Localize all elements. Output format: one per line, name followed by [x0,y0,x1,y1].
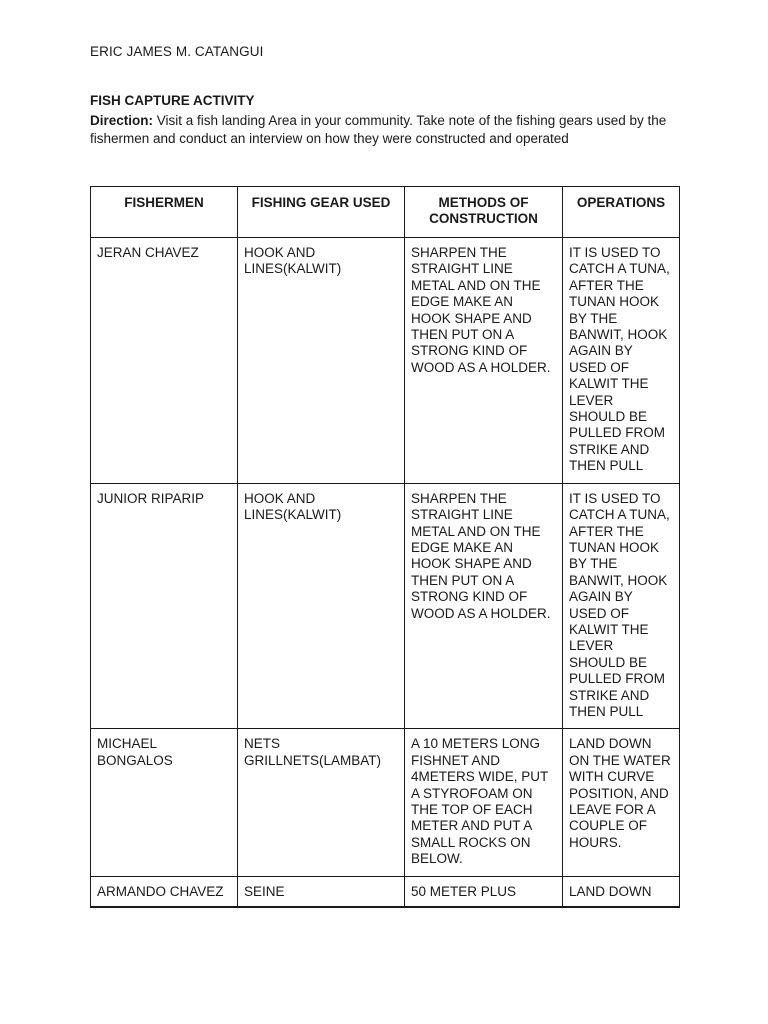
table-row [91,876,680,907]
cell-operations: LAND DOWN ON THE WATER WITH CURVE POSITION, AND LEAVE FOR A COUPLE OF HOURS. [563,729,680,876]
cell-construction: SHARPEN THE STRAIGHT LINE METAL AND ON THE EDGE MAKE AN HOOK SHAPE AND THEN PUT ON A STRONG KIND OF WOOD AS A HOLDER. [405,238,563,484]
header-operations: OPERATIONS [563,187,680,238]
table-row [91,238,680,484]
direction-paragraph [90,112,690,148]
direction-text: Visit a fish landing Area in your community. Take note of the fishing gears used by the fishermen and conduct an interview on how they were constructed and operated [90,113,667,146]
cell-construction: 50 METER PLUS [405,876,563,907]
cell-gear: HOOK AND LINES(KALWIT) [238,483,405,729]
cell-fisherman: JERAN CHAVEZ [91,238,238,484]
table-row [91,729,680,876]
cell-construction: SHARPEN THE STRAIGHT LINE METAL AND ON THE EDGE MAKE AN HOOK SHAPE AND THEN PUT ON A STRONG KIND OF WOOD AS A HOLDER. [405,483,563,729]
header-fishermen: FISHERMEN [91,187,238,238]
cell-operations: LAND DOWN [563,876,680,907]
cell-gear: SEINE [238,876,405,907]
cell-gear: NETS GRILLNETS(LAMBAT) [238,729,405,876]
cell-fisherman: ARMANDO CHAVEZ [91,876,238,907]
direction-label: Direction: [90,113,154,128]
cell-fisherman: MICHAEL BONGALOS [91,729,238,876]
cell-operations: IT IS USED TO CATCH A TUNA, AFTER THE TUNAN HOOK BY THE BANWIT, HOOK AGAIN BY USED OF KALWIT THE LEVER SHOULD BE PULLED FROM STRIKE AND THEN PULL [563,238,680,484]
header-fishing-gear-used: FISHING GEAR USED [238,187,405,238]
cell-gear: HOOK AND LINES(KALWIT) [238,238,405,484]
activity-title: FISH CAPTURE ACTIVITY [90,93,255,108]
table-header-row [91,187,680,238]
cell-operations: IT IS USED TO CATCH A TUNA, AFTER THE TUNAN HOOK BY THE BANWIT, HOOK AGAIN BY USED OF KALWIT THE LEVER SHOULD BE PULLED FROM STRIKE AND THEN PULL [563,483,680,729]
author-name: ERIC JAMES M. CATANGUI [90,44,264,59]
fishing-gear-table [90,186,680,908]
cell-fisherman: JUNIOR RIPARIP [91,483,238,729]
header-methods-of-construction: METHODS OF CONSTRUCTION [405,187,563,238]
table-row [91,483,680,729]
cell-construction: A 10 METERS LONG FISHNET AND 4METERS WIDE, PUT A STYROFOAM ON THE TOP OF EACH METER AND PUT A SMALL ROCKS ON BELOW. [405,729,563,876]
